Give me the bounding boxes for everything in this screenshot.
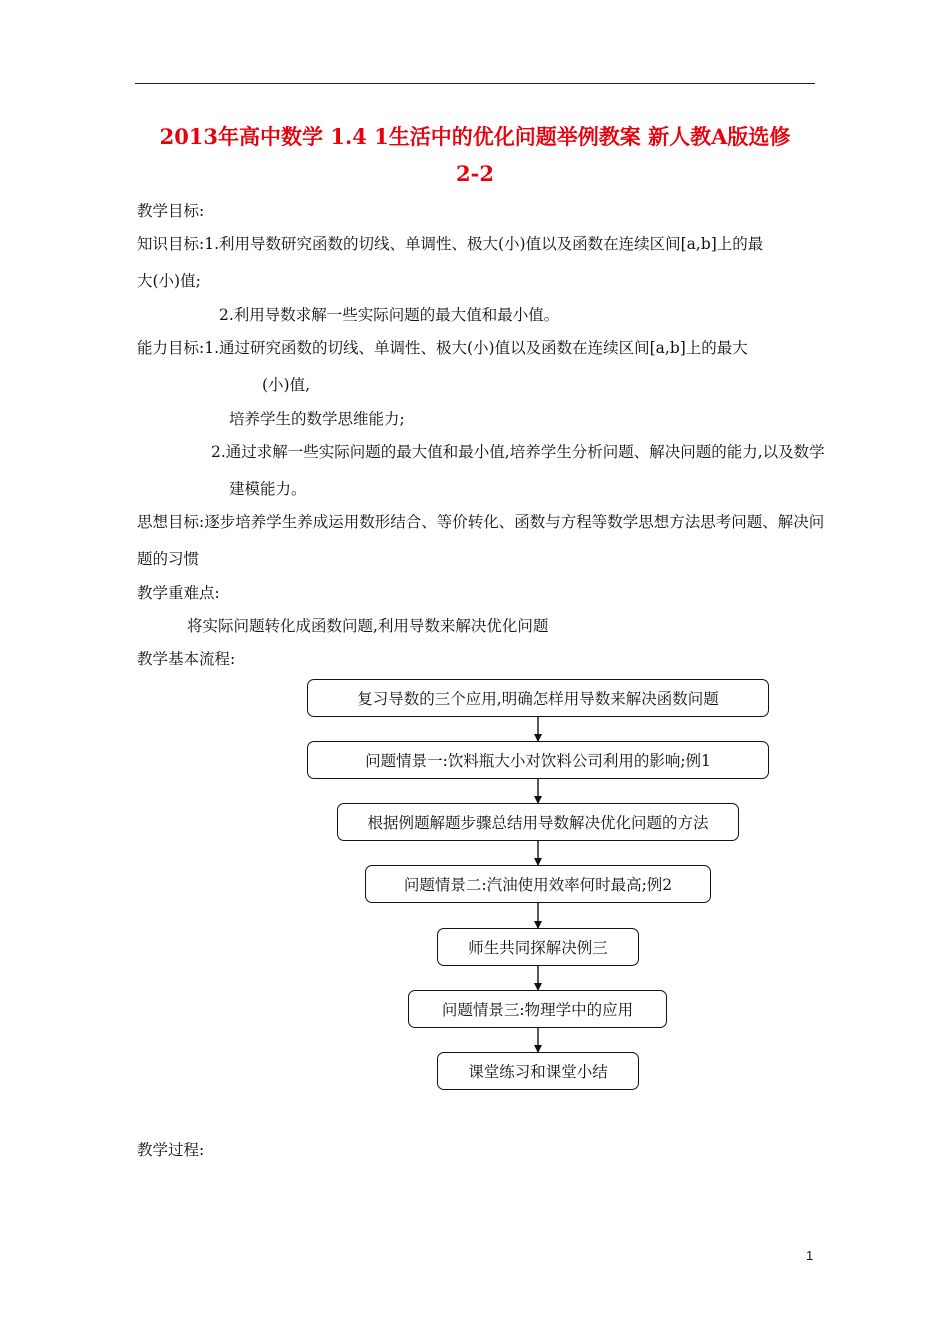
flow-step-3: 根据例题解题步骤总结用导数解决优化问题的方法 — [337, 803, 739, 841]
flow-step-1: 复习导数的三个应用,明确怎样用导数来解决函数问题 — [307, 679, 769, 717]
thinking-goal-cont: 题的习惯 — [137, 550, 200, 568]
ability-goal-1: 能力目标:1.通过研究函数的切线、单调性、极大(小)值以及函数在连续区间[a,b]上的最大 — [137, 339, 748, 357]
knowledge-goal-1: 知识目标:1.利用导数研究函数的切线、单调性、极大(小)值以及函数在连续区间[a,b]上的最 — [137, 235, 764, 253]
flow-step-7: 课堂练习和课堂小结 — [437, 1052, 639, 1090]
flow-step-4: 问题情景二:汽油使用效率何时最高;例2 — [365, 865, 711, 903]
objectives-heading: 教学目标: — [137, 202, 205, 220]
doc-title-line2: 2-2 — [456, 161, 494, 186]
knowledge-goal-2: 2.利用导数求解一些实际问题的最大值和最小值。 — [219, 306, 560, 324]
doc-title-line1: 2013年高中数学 1.4 1生活中的优化问题举例教案 新人教A版选修 — [159, 124, 791, 149]
page-number: 1 — [806, 1248, 814, 1263]
knowledge-goal-1-cont: 大(小)值; — [137, 272, 201, 290]
flow-step-2: 问题情景一:饮料瓶大小对饮料公司利用的影响;例1 — [307, 741, 769, 779]
ability-goal-2-cont: 建模能力。 — [229, 480, 307, 498]
process-heading: 教学过程: — [137, 1141, 205, 1159]
ability-goal-2: 2.通过求解一些实际问题的最大值和最小值,培养学生分析问题、解决问题的能力,以及数学 — [211, 443, 825, 461]
thinking-goal: 思想目标:逐步培养学生养成运用数形结合、等价转化、函数与方程等数学思想方法思考问题、解决问 — [137, 513, 825, 531]
ability-goal-1-cont: (小)值, — [262, 376, 311, 394]
key-points-heading: 教学重难点: — [137, 584, 220, 602]
flow-heading: 教学基本流程: — [137, 650, 236, 668]
ability-goal-1-cont2: 培养学生的数学思维能力; — [229, 410, 405, 428]
key-points-text: 将实际问题转化成函数问题,利用导数来解决优化问题 — [187, 617, 549, 635]
flow-step-5: 师生共同探解决例三 — [437, 928, 639, 966]
flow-step-6: 问题情景三:物理学中的应用 — [408, 990, 667, 1028]
